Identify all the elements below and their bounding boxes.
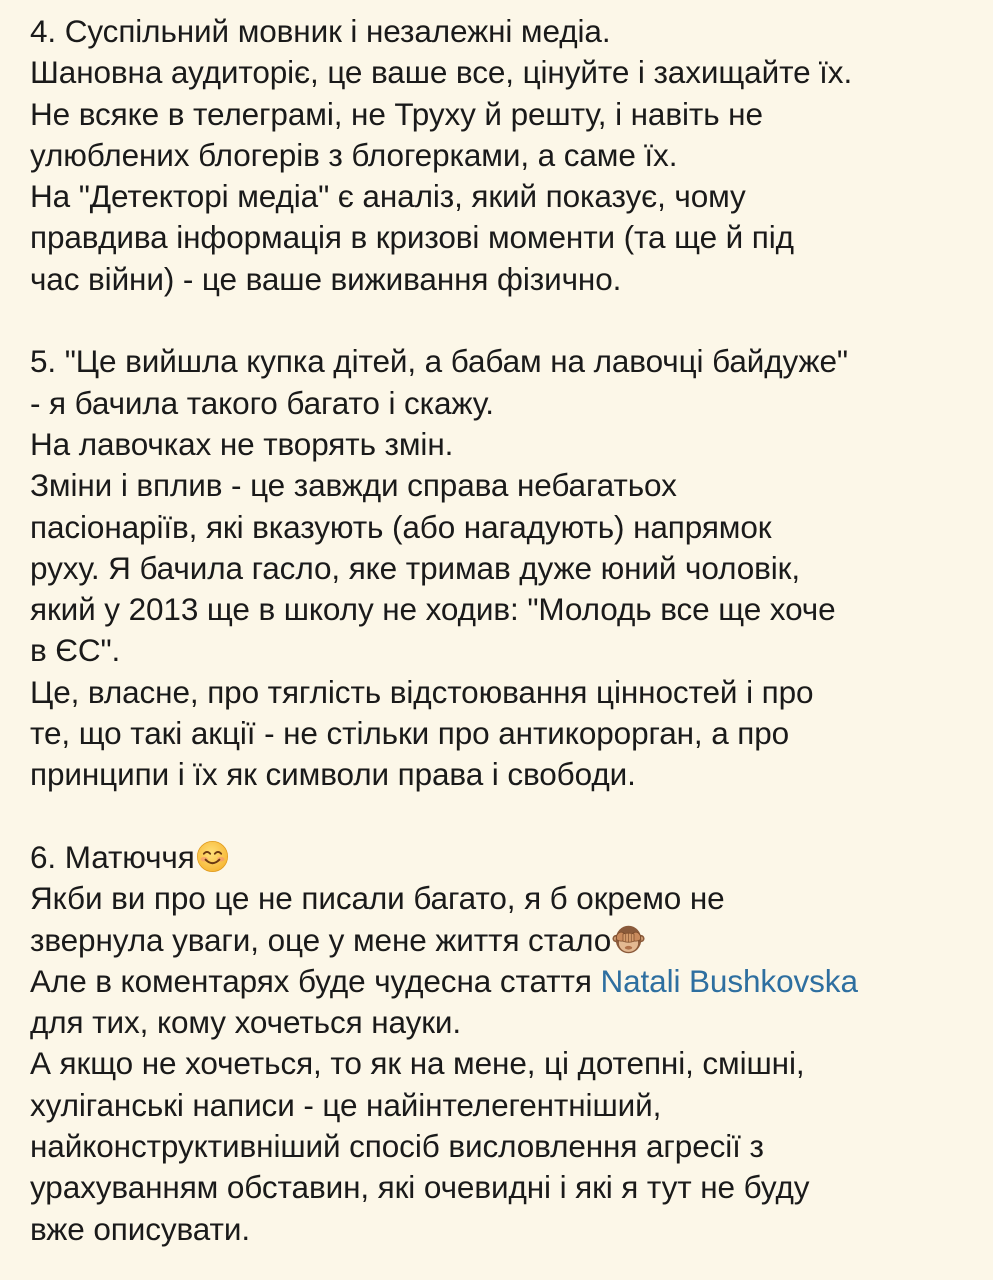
text-line: Якби ви про це не писали багато, я б окремо не — [30, 880, 725, 917]
text-line: для тих, кому хочеться науки. — [30, 1004, 462, 1041]
section-title: 6. Матюччя — [30, 838, 195, 875]
text-line: принципи і їх як символи права і свободи. — [30, 756, 636, 793]
text-line: пасіонаріїв, які вказують (або нагадують) напрямок — [30, 508, 772, 545]
text-line: - я бачила такого багато і скажу. — [30, 384, 494, 421]
text-line: Це, власне, про тяглість відстоювання цінностей і про — [30, 673, 814, 710]
text-line: вже описувати. — [30, 1210, 250, 1247]
text-line: Шановна аудиторіє, це ваше все, цінуйте і захищайте їх. — [30, 54, 853, 91]
text-segment: Але в коментарях буде чудесна стаття — [30, 962, 601, 999]
see-no-evil-monkey-icon — [612, 923, 645, 956]
text-line: На лавочках не творять змін. — [30, 425, 454, 462]
section-title-line — [30, 837, 983, 878]
text-line: в ЄС". — [30, 632, 121, 669]
text-line-with-emoji — [30, 920, 983, 961]
text-segment: звернула уваги, оце у мене життя стало — [30, 921, 612, 958]
text-line: час війни) - це ваше виживання фізично. — [30, 260, 622, 297]
text-line: А якщо не хочеться, то як на мене, ці дотепні, смішні, — [30, 1045, 805, 1082]
text-line: який у 2013 ще в школу не ходив: "Молодь все ще хоче — [30, 591, 836, 628]
paragraph-break — [30, 300, 983, 341]
text-line: те, що такі акції - не стільки про антикорорган, а про — [30, 715, 790, 752]
text-line: руху. Я бачила гасло, яке тримав дуже юний чоловік, — [30, 549, 801, 586]
mention-link[interactable]: Natali Bushkovska — [600, 962, 858, 999]
text-line: хуліганські написи - це найінтелегентніший, — [30, 1086, 662, 1123]
text-line: найконструктивніший спосіб висловлення агресії з — [30, 1128, 764, 1165]
text-line: урахуванням обставин, які очевидні і які я тут не буду — [30, 1169, 810, 1206]
text-line: Зміни і вплив - це завжди справа небагатьох — [30, 467, 677, 504]
text-line: правдива інформація в кризові моменти (та ще й під — [30, 219, 794, 256]
text-line: На "Детекторі медіа" є аналіз, який показує, чому — [30, 178, 746, 215]
text-line: 4. Суспільний мовник і незалежні медіа. — [30, 13, 611, 49]
text-line: улюблених блогерів з блогерками, а саме їх. — [30, 136, 678, 173]
paragraph-break — [30, 796, 983, 837]
smiling-face-emoji-icon — [196, 840, 229, 873]
text-line-with-mention — [30, 961, 983, 1002]
text-line: 5. "Це вийшла купка дітей, а бабам на лавочці байдуже" — [30, 343, 848, 380]
text-line: Не всяке в телеграмі, не Труху й решту, і навіть не — [30, 95, 763, 132]
